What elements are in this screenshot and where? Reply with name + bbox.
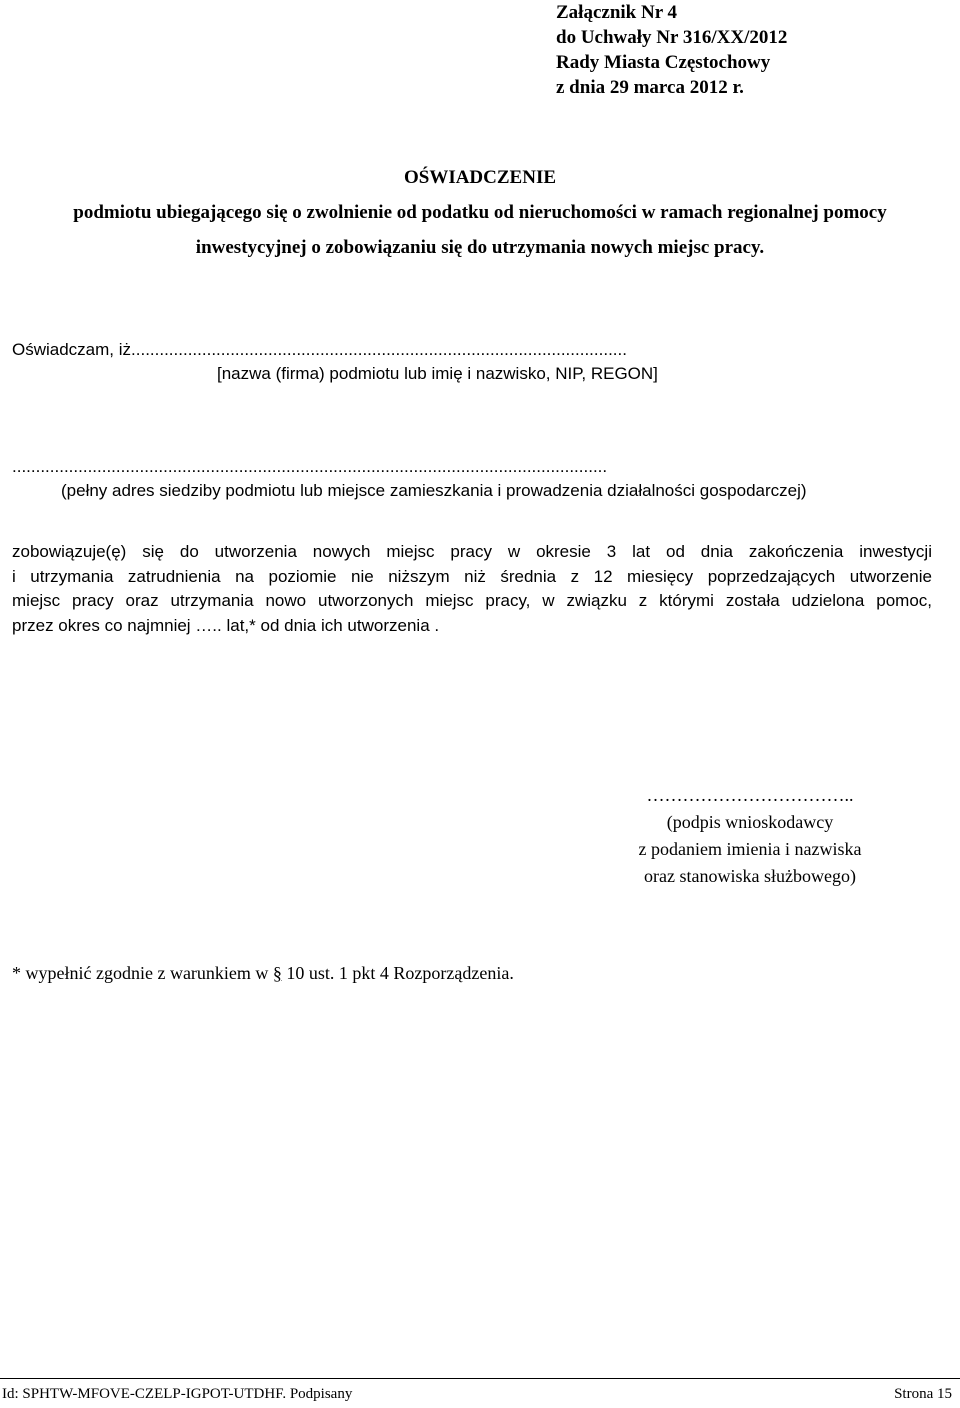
declaration-intro-caption: [nazwa (firma) podmiotu lub imię i nazwisko, NIP, REGON] — [217, 364, 658, 383]
commitment-paragraph — [12, 540, 932, 638]
section-sign: § — [272, 963, 282, 983]
title-subtitle-line1: podmiotu ubiegającego się o zwolnienie od podatku od nieruchomości w ramach regionalnej pomocy — [73, 202, 887, 223]
signature-caption-line3: oraz stanowiska służbowego) — [644, 866, 856, 886]
document-title — [0, 160, 960, 265]
footnote-text-start: * wypełnić zgodnie z warunkiem w — [12, 963, 273, 983]
signature-caption-line2: z podaniem imienia i nazwiska — [638, 839, 862, 859]
title-subtitle-line2: inwestycyjnej o zobowiązaniu się do utrzymania nowych miejsc pracy. — [195, 237, 765, 258]
footnote-text-end: 10 ust. 1 pkt 4 Rozporządzenia. — [281, 963, 514, 983]
title-heading: OŚWIADCZENIE — [403, 167, 557, 188]
header-line-date: z dnia 29 marca 2012 r. — [556, 77, 744, 98]
header-line-attachment: Załącznik Nr 4 — [556, 2, 678, 23]
attachment-header — [556, 0, 787, 100]
header-line-council: Rady Miasta Częstochowy — [556, 52, 771, 73]
declaration-intro-field: Oświadczam, iż......................................................................................................... — [12, 340, 627, 359]
declaration-address-field: .............................................................................................................................. — [12, 457, 608, 476]
footer-document-id: Id: SPHTW-MFOVE-CZELP-IGPOT-UTDHF. Podpisany — [2, 1386, 353, 1402]
commitment-line: przez okres co najmniej ….. lat,* od dnia ich utworzenia . — [12, 615, 440, 635]
header-line-resolution: do Uchwały Nr 316/XX/2012 — [556, 27, 788, 48]
signature-dots: …………………………….. — [646, 785, 854, 805]
commitment-line: zobowiązuje(ę) się do utworzenia nowych miejsc pracy w okresie 3 lat od dnia zakończenia inwestycji — [12, 542, 932, 561]
footer-divider — [0, 1378, 960, 1379]
commitment-line: i utrzymania zatrudnienia na poziomie nie niższym niż średnia z 12 miesięcy poprzedzających utworzenie — [12, 566, 932, 586]
footnote — [12, 963, 514, 984]
signature-block — [560, 782, 940, 890]
footer-page-number: Strona 15 — [894, 1386, 952, 1402]
declaration-address-caption: (pełny adres siedziby podmiotu lub miejsce zamieszkania i prowadzenia działalności gospodarczej) — [61, 481, 807, 500]
signature-caption-line1: (podpis wnioskodawcy — [666, 812, 834, 832]
commitment-line: miejsc pracy oraz utrzymania nowo utworzonych miejsc pracy, w związku z którymi została udzielona pomoc, — [12, 591, 932, 610]
